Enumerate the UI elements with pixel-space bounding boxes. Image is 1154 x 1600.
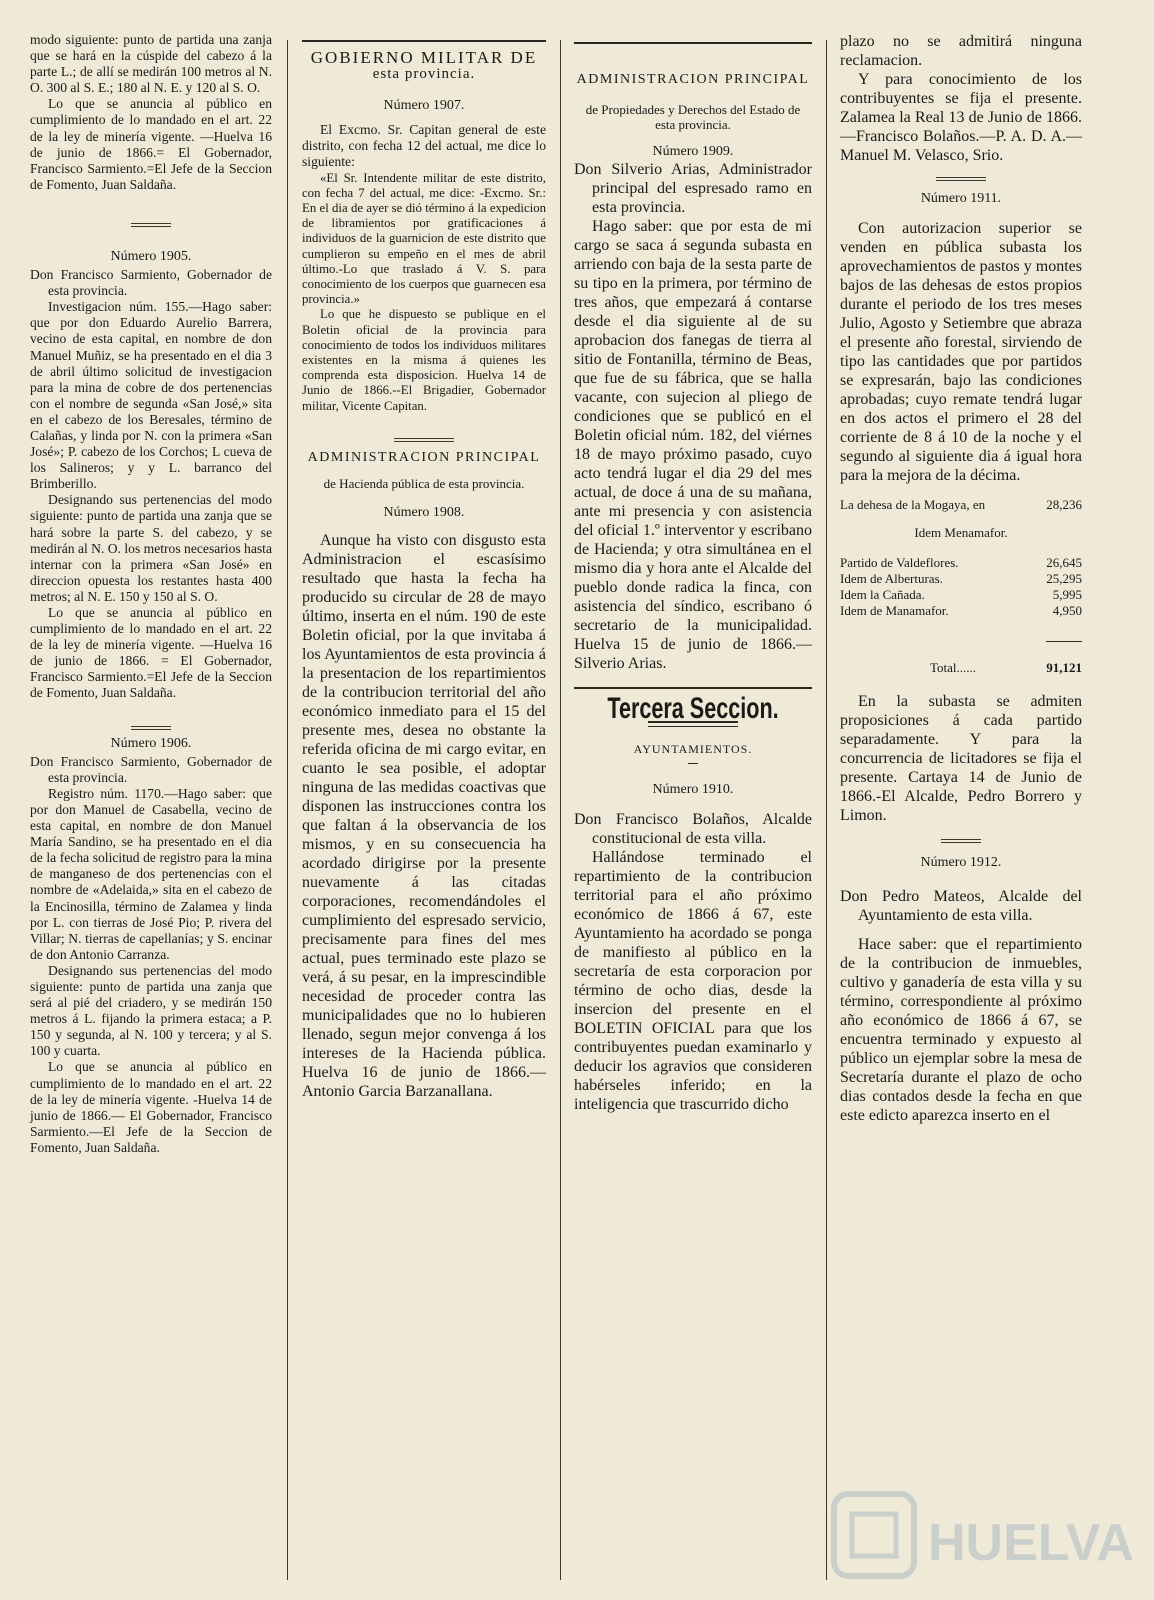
section-separator bbox=[131, 726, 171, 730]
notice-number-1909: Número 1909. bbox=[652, 144, 734, 160]
section-title-tercera: Tercera Seccion. bbox=[607, 692, 779, 726]
notice-number-1905: Número 1905. bbox=[110, 248, 192, 264]
section-title-administracion-propiedades: ADMINISTRACION PRINCIPAL bbox=[576, 72, 810, 87]
notice-body-1910: Hallándose terminado el repartimiento de la contribucion territorial para el año próximo económico de 1866 á 67, este Ayuntamiento ha acordado se ponga de manifiesto al público en la secretaría de esta corporacion por término de ocho dias, desde la insercion del presente en el BOLETIN OFICIAL para que los contribuyentes puedan examinarlo y deducir los agravios que consideren habérseles inferido; en la inteligencia que trascurrido dicho bbox=[574, 849, 812, 1114]
notice-body-1907-a: El Excmo. Sr. Capitan general de este distrito, con fecha 12 del actual, me dice lo siguiente: bbox=[302, 122, 546, 170]
section-subtitle-propiedades: de Propiedades y Derechos del Estado de esta provincia. bbox=[585, 102, 801, 133]
column-4 bbox=[840, 32, 1082, 1125]
notice-number-1907: Número 1907. bbox=[383, 98, 465, 114]
total-row bbox=[840, 660, 1082, 676]
table-row bbox=[840, 587, 1082, 603]
table-row bbox=[840, 571, 1082, 587]
table-cell-label: Partido de Valdeflores. bbox=[840, 555, 959, 571]
notice-body-1908: Aunque ha visto con disgusto esta Administracion el escasísimo resultado que hasta la fecha ha producido su circular de 28 de mayo último, inserta en el núm. 190 de este Boletin oficial, por la que invitaba á los Ayuntamientos de esta provincia á la presentacion de los repartimientos de la contribucion territorial del año económico inmediato para el 15 del presente mes, desea no obstante la referida oficina de mi cargo evitar, en cuanto le sea posible, el adoptar ninguna de las medidas coactivas que disponen las instrucciones contra los que faltan á la observancia de los mismos, y en su consecuencia ha acordado dirigirse por la presente nuevamente á las citadas corporaciones, recomendándoles el cumplimiento del espresado servicio, precisamente para fines del mes actual, pues terminado este plazo se verá, á su pesar, en la imprescindible necesidad de proceder contra las municipalidades que no lo hubieren llenado, segun mejor convenga á los intereses de la Hacienda pública. Huelva 16 de junio de 1866.—Antonio Garcia Barzanallana. bbox=[302, 532, 546, 1100]
table-cell-value: 4,950 bbox=[1052, 603, 1082, 619]
notice-designation-1906: Designando sus pertenencias del modo siguiente: punto de partida una zanja que será al pié del criadero, y se medirán 150 metros á L. fijando la primera estaca; a P. 150 y segunda, al N. 100 y tercera; y al S. 100 y cuarta. bbox=[30, 962, 272, 1059]
small-dash bbox=[688, 763, 698, 764]
huelva-watermark-logo bbox=[830, 1480, 1135, 1590]
notice-heading-1906: Don Francisco Sarmiento, Gobernador de esta provincia. bbox=[30, 753, 272, 785]
column-3 bbox=[574, 32, 812, 1114]
mining-notice-continuation: modo siguiente: punto de partida una zanja que se hará en la cúspide del cabezo á la parte L.; de allí se medirán 100 metros al N. O. 300 al S. E.; 180 al N. E. y 120 al S. O. bbox=[30, 32, 272, 96]
subsection-ayuntamientos: AYUNTAMIENTOS. bbox=[633, 742, 753, 757]
table-row bbox=[840, 603, 1082, 619]
notice-heading-1905: Don Francisco Sarmiento, Gobernador de esta provincia. bbox=[30, 267, 272, 299]
notice-body-1911: Con autorizacion superior se venden en pública subasta los aprovechamientos de pastos y montes bajos de las dehesas de estos propios durante el periodo de los tres meses Julio, Agosto y Setiembre que abraza el presente año forestal, sirviendo de tipo las cantidades que por partidos se expresarán, bajo las condiciones aprobadas; cuyo remate tendrá lugar en dos actos el primero el 28 del corriente de 8 á 10 de la noche y el segundo al siguiente dia á igual hora para la mejora de la décima. bbox=[840, 220, 1082, 485]
table-cell-value: 25,295 bbox=[1046, 571, 1082, 587]
column-2 bbox=[302, 32, 546, 1101]
notice-signature-1905: Lo que se anuncia al público en cumplimiento de lo mandado en el art. 22 de la ley de minería vigente. —Huelva 16 de junio de 1866. = El Gobernador, Francisco Sarmiento.=El Jefe de la Seccion de Fomento, Juan Saldaña. bbox=[30, 605, 272, 701]
notice-designation-1905: Designando sus pertenencias del modo siguiente: punto de partida una zanja que se hará sobre la parte S. del cabezo, y se medirán al N. O. los metros necesarios hasta internar con la primera «San José» en direccion opuesta los restantes hasta 400 metros; al N. E. 150 y 150 al S. O. bbox=[30, 492, 272, 604]
column-1 bbox=[30, 32, 272, 1156]
notice-number-1911: Número 1911. bbox=[920, 191, 1002, 206]
table-subheading: Idem Menamafor. bbox=[914, 525, 1008, 541]
table-cell-label: La dehesa de la Mogaya, en bbox=[840, 497, 986, 513]
table-cell-value: 28,236 bbox=[1046, 497, 1082, 513]
notice-number-1906: Número 1906. bbox=[110, 735, 192, 751]
mining-notice-signature: Lo que se anuncia al público en cumplimiento de lo mandado en el art. 22 de la ley de minería vigente. —Huelva 16 de junio de 1866.= El Gobernador, Francisco Sarmiento.=El Jefe de la Seccion de Fomento, Juan Saldaña. bbox=[30, 96, 272, 192]
notice-number-1910: Número 1910. bbox=[652, 782, 734, 798]
notice-heading-1909: Don Silverio Arias, Administrador principal del espresado ramo en esta provincia. bbox=[574, 161, 812, 217]
section-title-gobierno-militar: GOBIERNO MILITAR DE bbox=[310, 48, 538, 67]
notice-number-1908: Número 1908. bbox=[383, 504, 465, 520]
section-subtitle-hacienda: de Hacienda pública de esta provincia. bbox=[323, 475, 525, 491]
notice-heading-1910: Don Francisco Bolaños, Alcalde constitucional de esta villa. bbox=[574, 811, 812, 848]
table-row bbox=[840, 555, 1082, 571]
top-rule bbox=[574, 42, 812, 44]
notice-body-1907-c: Lo que he dispuesto se publique en el Boletin oficial de la provincia para conocimiento de todos los individuos militares existentes en la misma á quienes les comprenda esta disposicion. Huelva 14 de Junio de 1866.--El Brigadier, Gobernador militar, Vicente Capitan. bbox=[302, 307, 546, 413]
notice-1910-continuation: plazo no se admitirá ninguna reclamacion. bbox=[840, 33, 1082, 69]
notice-number-1912: Número 1912. bbox=[920, 855, 1002, 871]
table-cell-value: 5,995 bbox=[1052, 587, 1082, 603]
column-divider bbox=[826, 40, 827, 1580]
notice-body-1907-b: «El Sr. Intendente militar de este distrito, con fecha 7 del actual, me dice: -Excmo. Sr.: En el dia de ayer se dió término á la expedicion de libramientos por gratificaciones á individuos de la guarnicion de este distrito que cumplieron su empeño en el mes de abril último.-Lo que traslado á V. S. para conocimiento de los cuerpos que guarnecen esa provincia.» bbox=[302, 170, 546, 307]
table-cell-value: 26,645 bbox=[1046, 555, 1082, 571]
total-rule bbox=[1046, 641, 1082, 642]
column-divider bbox=[560, 40, 561, 1580]
notice-body-1912: Hace saber: que el repartimiento de la contribucion de inmuebles, cultivo y ganadería de esta villa y su término, correspondiente al próximo año económico de 1866 á 67, se encuentra terminado y expuesto al público un ejemplar sobre la mesa de Secretaría durante el plazo de ocho dias contados desde la fecha en que este edicto aparezca inserto en el bbox=[840, 936, 1082, 1125]
notice-heading-1912: Don Pedro Mateos, Alcalde del Ayuntamiento de esta villa. bbox=[840, 888, 1082, 925]
section-separator bbox=[131, 223, 171, 227]
section-subtitle: esta provincia. bbox=[372, 66, 476, 83]
total-value: 91,121 bbox=[1046, 660, 1082, 676]
watermark-text: HUELVA bbox=[928, 1514, 1135, 1572]
section-separator bbox=[941, 839, 981, 843]
table-cell-label: Idem de Alberturas. bbox=[840, 571, 943, 587]
top-rule bbox=[302, 40, 546, 42]
table-cell-label: Idem de Manamafor. bbox=[840, 603, 949, 619]
notice-body-1906: Registro núm. 1170.—Hago saber: que por don Manuel de Casabella, vecino de esta capital, en nombre de don Manuel María Sandino, se ha presentado en el dia de la fecha solicitud de registro para la mina de manganeso de dos pertenencias con el nombre de «Adelaida,» sita en el cabezo de la Encinosilla, término de Zalamea y linda por L. con tierras de José Pio; P. rivera del Villar; N. tierras de capellanías; y S. encinar de don Antonio Carranza. bbox=[30, 785, 272, 962]
section-rule bbox=[574, 687, 812, 689]
notice-1910-signature: Y para conocimiento de los contribuyentes se fija el presente. Zalamea la Real 13 de Junio de 1866.—Francisco Bolaños.—P. A. D. A.— Manuel M. Velasco, Srio. bbox=[840, 71, 1082, 164]
subasta-table-rows bbox=[840, 555, 1082, 619]
table-cell-label: Idem la Cañada. bbox=[840, 587, 925, 603]
subasta-table bbox=[840, 497, 1082, 513]
section-title-administracion-hacienda: ADMINISTRACION PRINCIPAL bbox=[307, 449, 541, 465]
notice-body-1905: Investigacion núm. 155.—Hago saber: que por don Eduardo Aurelio Barrera, vecino de esta capital, en nombre de don Manuel Muñiz, se ha presentado en el dia 3 de abril último solicitud de investigacion para la mina de cobre de dos pertenencias con el nombre de segunda «San José,» sita en el cabezo de los Beresales, término de Calañas, y linda por N. con la primera «San José»; P. cabezo de los Corchos; L cueva de los Salineros; y y L. barranco del Brimberillo. bbox=[30, 299, 272, 492]
notice-body-1909: Hago saber: que por esta de mi cargo se saca á segunda subasta en arriendo con baja de la sesta parte de su tipo en la primera, por término de tres años, que empezará á contarse desde el dia siguiente al de su aprobacion dos fanegas de tierra al sitio de Fontanilla, término de Beas, que fue de su fábrica, que se halla vacante, con sujecion al pliego de condiciones que se publicó en el Boletin oficial núm. 182, del viérnes 18 de mayo próximo pasado, cuyo acto tendrá lugar el dia 29 del mes actual, de doce á una de su mañana, ante mi presencia y con asistencia del oficial 1.º interventor y escribano de Hacienda; y otra simultánea en el mismo dia y hora ante el Alcalde del pueblo donde radica la finca, con asistencia del síndico, escribano ó secretario de la municipalidad. Huelva 15 de junio de 1866.—Silverio Arias. bbox=[574, 218, 812, 673]
section-separator bbox=[936, 177, 986, 181]
notice-body-1911-b: En la subasta se admiten proposiciones á cada partido separadamente. Y para la concurrencia de licitadores se fija el presente. Cartaya 14 de Junio de 1866.-El Alcalde, Pedro Borrero y Limon. bbox=[840, 693, 1082, 825]
total-label: Total...... bbox=[930, 660, 977, 676]
section-separator bbox=[394, 438, 454, 442]
notice-signature-1906: Lo que se anuncia al público en cumplimiento de lo mandado en el art. 22 de la ley de minería vigente. -Huelva 14 de junio de 1866.— El Gobernador, Francisco Sarmiento.—El Jefe de la Seccion de Fomento, Juan Saldaña. bbox=[30, 1059, 272, 1155]
table-row bbox=[840, 497, 1082, 513]
column-divider bbox=[287, 40, 288, 1580]
